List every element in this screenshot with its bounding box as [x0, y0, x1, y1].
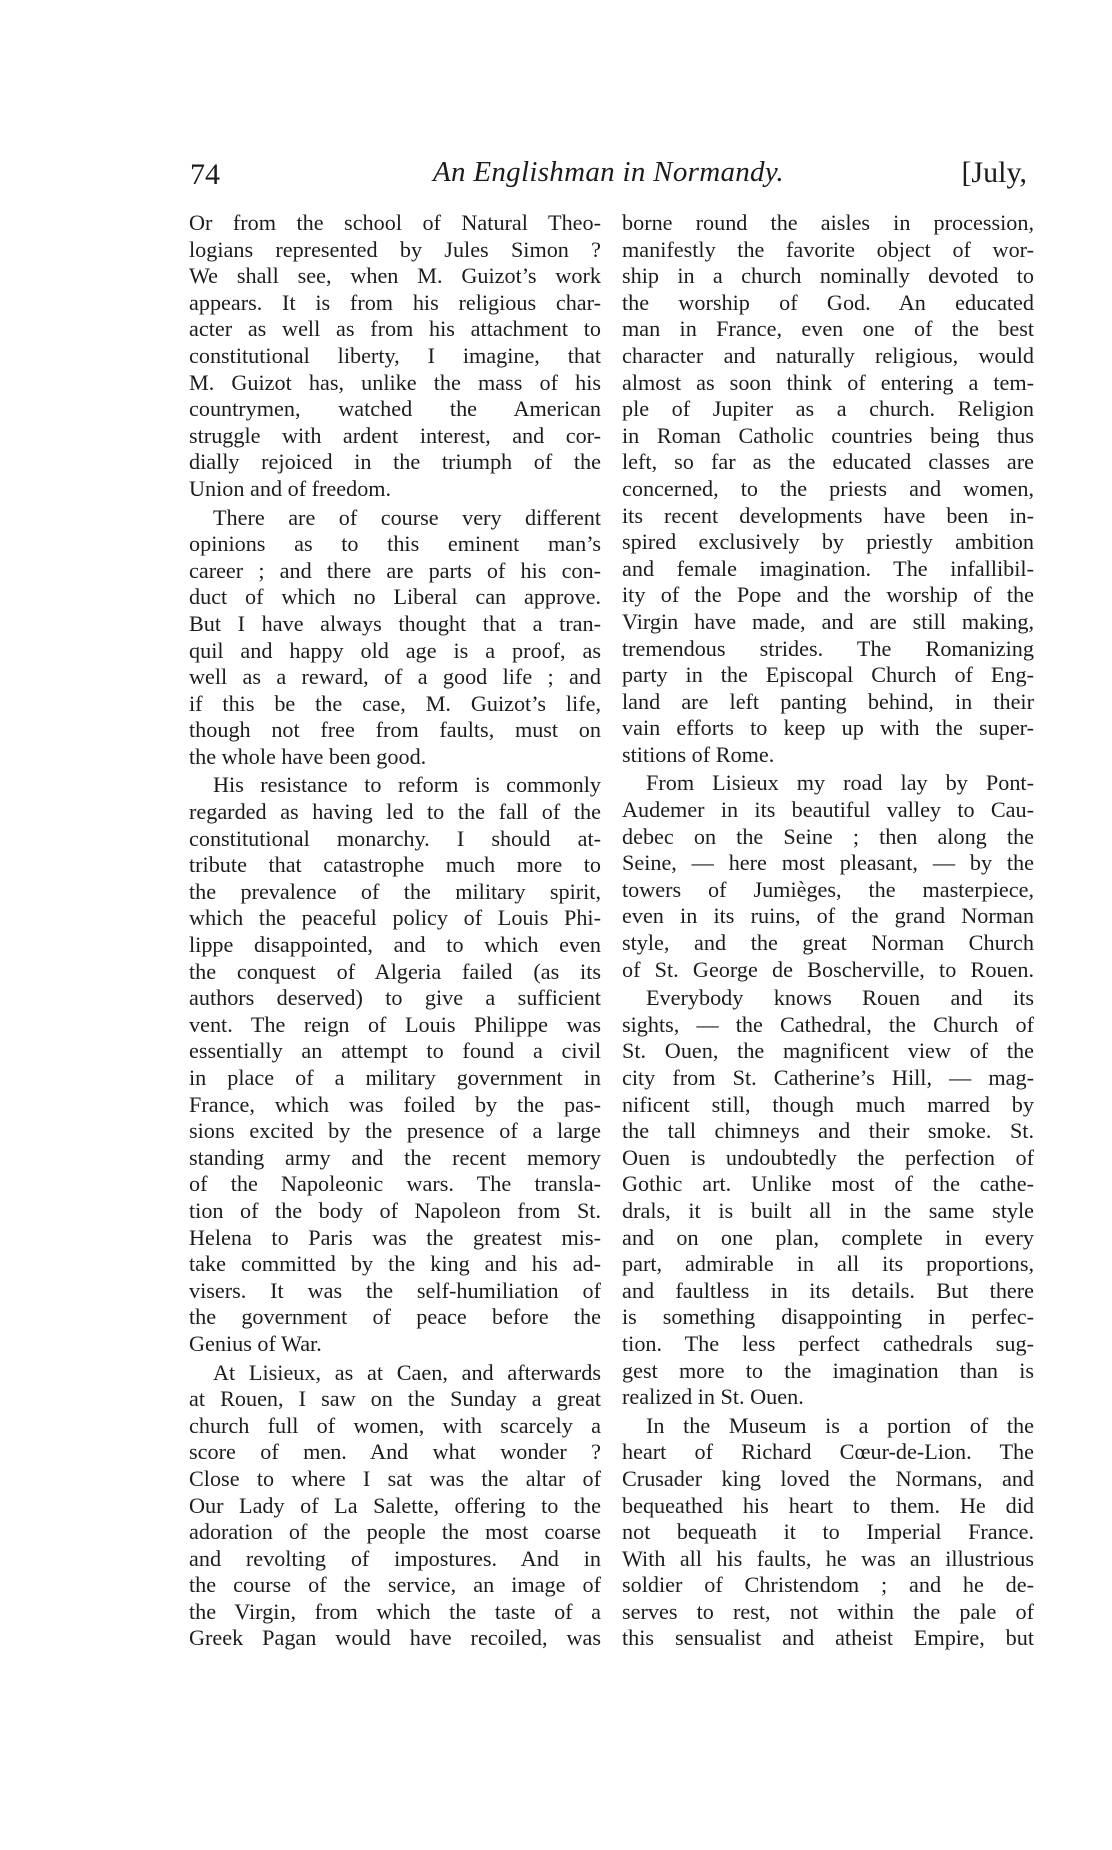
text-line: is something disappointing in perfec- — [622, 1304, 1034, 1330]
text-line: this sensualist and atheist Empire, but — [622, 1625, 1034, 1651]
text-line: Greek Pagan would have recoiled, was — [189, 1625, 601, 1651]
text-line: in Roman Catholic countries being thus — [622, 422, 1034, 448]
text-line: constitutional liberty, I imagine, that — [189, 342, 601, 368]
text-line: the worship of God. An educated — [622, 289, 1034, 315]
text-line: Seine, — here most pleasant, — by the — [622, 850, 1034, 876]
text-line: the conquest of Algeria failed (as its — [189, 958, 601, 984]
text-line: of the Napoleonic wars. The transla- — [189, 1171, 601, 1197]
running-head-month: [July, — [961, 156, 1027, 189]
text-line: spired exclusively by priestly ambition — [622, 529, 1034, 555]
text-line: constitutional monarchy. I should at- — [189, 825, 601, 851]
text-line: Crusader king loved the Normans, and — [622, 1465, 1034, 1491]
page-title: An Englishman in Normandy. — [433, 156, 784, 188]
text-line: Everybody knows Rouen and its — [646, 985, 1034, 1011]
text-line: debec on the Seine ; then along the — [622, 823, 1034, 849]
text-line: At Lisieux, as at Caen, and afterwards — [213, 1359, 601, 1385]
text-line: But I have always thought that a tran- — [189, 610, 601, 636]
text-line: tribute that catastrophe much more to — [189, 852, 601, 878]
text-line: of St. George de Boscherville, to Rouen. — [622, 956, 1034, 982]
text-line: towers of Jumièges, the masterpiece, — [622, 876, 1034, 902]
page-number: 74 — [190, 158, 220, 191]
text-line: the tall chimneys and their smoke. St. — [622, 1118, 1034, 1144]
paragraph — [189, 1360, 601, 1653]
text-line: appears. It is from his religious char- — [189, 289, 601, 315]
text-line: at Rouen, I saw on the Sunday a great — [189, 1386, 601, 1412]
text-line: logians represented by Jules Simon ? — [189, 236, 601, 262]
text-line: if this be the case, M. Guizot’s life, — [189, 690, 601, 716]
text-line: quil and happy old age is a proof, as — [189, 637, 601, 663]
text-line: heart of Richard Cœur-de-Lion. The — [622, 1439, 1034, 1465]
text-line: and female imagination. The infallibil- — [622, 555, 1034, 581]
text-line: and on one plan, complete in every — [622, 1224, 1034, 1250]
text-line: standing army and the recent memory — [189, 1144, 601, 1170]
paragraph — [622, 985, 1034, 1411]
text-line: tremendous strides. The Romanizing — [622, 635, 1034, 661]
text-line: manifestly the favorite object of wor- — [622, 236, 1034, 262]
text-line: duct of which no Liberal can approve. — [189, 584, 601, 610]
paragraph — [622, 770, 1034, 983]
text-line: man in France, even one of the best — [622, 316, 1034, 342]
text-line: countrymen, watched the American — [189, 396, 601, 422]
text-line: Close to where I sat was the altar of — [189, 1465, 601, 1491]
text-line: the whole have been good. — [189, 743, 427, 769]
text-line: part, admirable in all its proportions, — [622, 1251, 1034, 1277]
text-line: the prevalence of the military spirit, — [189, 878, 601, 904]
paragraph — [622, 210, 1034, 768]
text-line: Helena to Paris was the greatest mis- — [189, 1224, 601, 1250]
text-line: tion. The less perfect cathedrals sug- — [622, 1330, 1034, 1356]
text-line: sights, — the Cathedral, the Church of — [622, 1011, 1034, 1037]
text-line: Our Lady of La Salette, offering to the — [189, 1492, 601, 1518]
text-line: bequeathed his heart to them. He did — [622, 1492, 1034, 1518]
text-line: ship in a church nominally devoted to — [622, 263, 1034, 289]
text-line: vain efforts to keep up with the super- — [622, 715, 1034, 741]
text-line: Audemer in its beautiful valley to Cau- — [622, 797, 1034, 823]
text-line: authors deserved) to give a sufficient — [189, 985, 601, 1011]
text-line: soldier of Christendom ; and he de- — [622, 1572, 1034, 1598]
text-line: struggle with ardent interest, and cor- — [189, 422, 601, 448]
text-line: lippe disappointed, and to which even — [189, 932, 601, 958]
text-line: France, which was foiled by the pas- — [189, 1091, 601, 1117]
text-line: In the Museum is a portion of the — [646, 1412, 1034, 1438]
text-line: party in the Episcopal Church of Eng- — [622, 662, 1034, 688]
text-line: essentially an attempt to found a civil — [189, 1038, 601, 1064]
text-line: and faultless in its details. But there — [622, 1277, 1034, 1303]
text-line: city from St. Catherine’s Hill, — mag- — [622, 1065, 1034, 1090]
text-line: vent. The reign of Louis Philippe was — [189, 1011, 601, 1037]
text-line: even in its ruins, of the grand Norman — [622, 903, 1034, 929]
text-line: Genius of War. — [189, 1330, 322, 1356]
text-line: in place of a military government in — [189, 1065, 601, 1090]
text-line: take committed by the king and his ad- — [189, 1251, 601, 1277]
text-line: character and naturally religious, would — [622, 342, 1034, 368]
paragraph — [189, 210, 601, 503]
text-line: stitions of Rome. — [622, 741, 775, 767]
text-line: the government of peace before the — [189, 1304, 601, 1330]
text-line: well as a reward, of a good life ; and — [189, 664, 601, 690]
text-line: serves to rest, not within the pale of — [622, 1598, 1034, 1624]
text-line: There are of course very different — [213, 504, 601, 530]
text-line: With all his faults, he was an illustrious — [622, 1545, 1034, 1571]
text-line: score of men. And what wonder ? — [189, 1439, 601, 1465]
text-line: career ; and there are parts of his con- — [189, 557, 601, 583]
text-line: realized in St. Ouen. — [622, 1384, 804, 1410]
text-line: Virgin have made, and are still making, — [622, 608, 1034, 634]
text-line: ity of the Pope and the worship of the — [622, 582, 1034, 608]
text-line: St. Ouen, the magnificent view of the — [622, 1038, 1034, 1064]
running-head — [190, 156, 1027, 196]
text-line: the course of the service, an image of — [189, 1572, 601, 1598]
text-line: dially rejoiced in the triumph of the — [189, 449, 601, 475]
text-line: His resistance to reform is commonly — [213, 772, 601, 798]
text-line: almost as soon think of entering a tem- — [622, 369, 1034, 395]
text-line: land are left panting behind, in their — [622, 688, 1034, 714]
text-line: the Virgin, from which the taste of a — [189, 1598, 601, 1624]
text-line: opinions as to this eminent man’s — [189, 531, 601, 557]
text-line: sions excited by the presence of a large — [189, 1118, 601, 1144]
text-line: and revolting of impostures. And in — [189, 1545, 601, 1571]
text-line: visers. It was the self-humiliation of — [189, 1277, 601, 1303]
text-line: not bequeath it to Imperial France. — [622, 1519, 1034, 1545]
text-line: tion of the body of Napoleon from St. — [189, 1197, 601, 1223]
text-line: Union and of freedom. — [189, 475, 392, 501]
paragraph — [622, 1413, 1034, 1652]
text-line: We shall see, when M. Guizot’s work — [189, 263, 601, 289]
paragraph — [189, 772, 601, 1357]
text-line: ple of Jupiter as a church. Religion — [622, 396, 1034, 422]
text-line: nificent still, though much marred by — [622, 1091, 1034, 1117]
text-line: regarded as having led to the fall of the — [189, 799, 601, 825]
text-line: gest more to the imagination than is — [622, 1357, 1034, 1383]
text-line: which the peaceful policy of Louis Phi- — [189, 905, 601, 931]
text-line: concerned, to the priests and women, — [622, 475, 1034, 501]
text-line: Ouen is undoubtedly the perfection of — [622, 1144, 1034, 1170]
text-line: drals, it is built all in the same style — [622, 1197, 1034, 1223]
text-line: M. Guizot has, unlike the mass of his — [189, 369, 601, 395]
paragraph — [189, 505, 601, 771]
text-line: acter as well as from his attachment to — [189, 316, 601, 342]
text-line: From Lisieux my road lay by Pont- — [646, 770, 1034, 796]
right-column — [622, 210, 1034, 1654]
text-line: Or from the school of Natural Theo- — [189, 210, 601, 235]
text-line: borne round the aisles in procession, — [622, 210, 1034, 235]
text-line: though not free from faults, must on — [189, 717, 601, 743]
text-line: style, and the great Norman Church — [622, 930, 1034, 956]
text-line: its recent developments have been in- — [622, 502, 1034, 528]
text-line: adoration of the people the most coarse — [189, 1519, 601, 1545]
text-line: Gothic art. Unlike most of the cathe- — [622, 1171, 1034, 1197]
left-column — [189, 210, 601, 1654]
text-line: church full of women, with scarcely a — [189, 1412, 601, 1438]
text-line: left, so far as the educated classes are — [622, 449, 1034, 475]
